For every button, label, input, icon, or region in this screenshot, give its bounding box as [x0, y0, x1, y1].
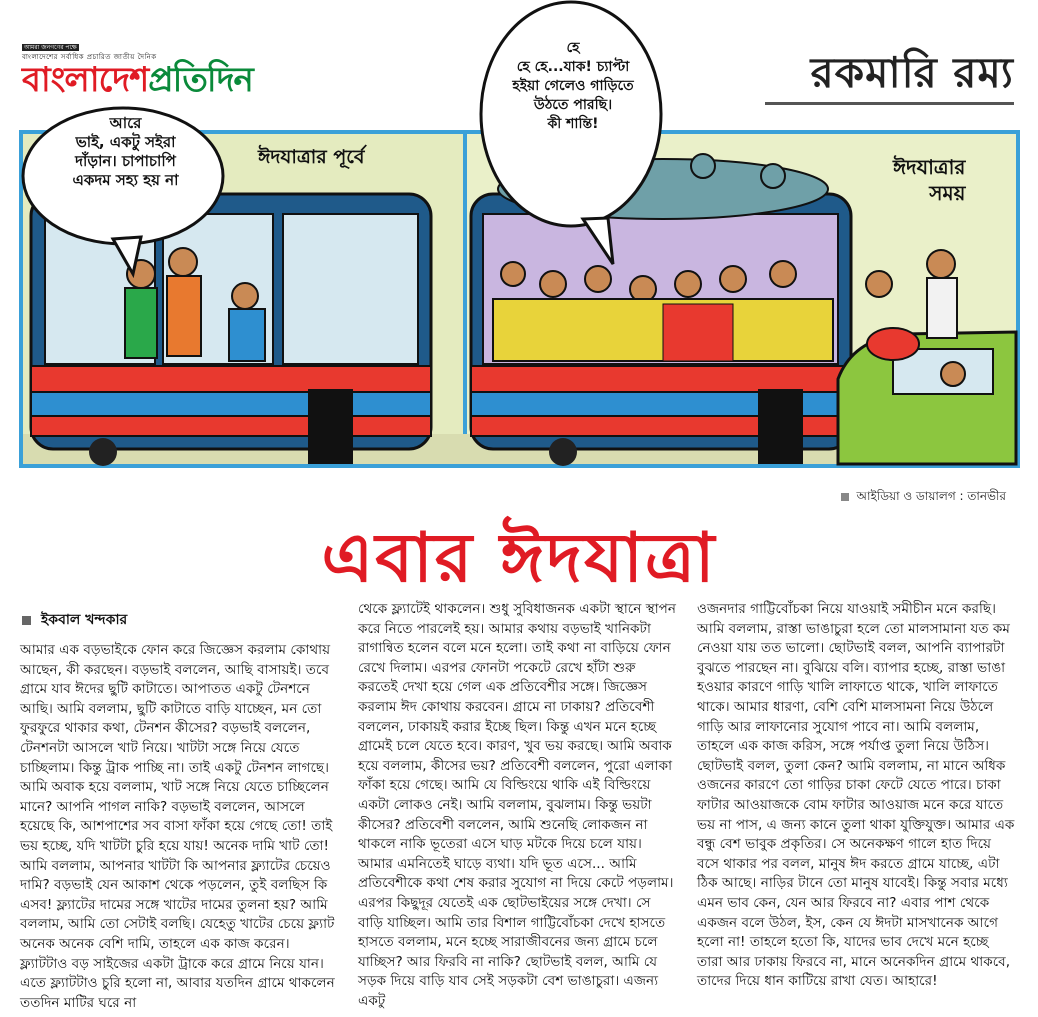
- article-headline: এবার ঈদযাত্রা: [321, 519, 717, 598]
- bubble2-line: উঠতে পারছি।: [533, 97, 613, 113]
- bubble2-line: হইয়া গেলেও গাড়িতে: [512, 78, 634, 94]
- bubble2-line: কী শান্তি!: [547, 116, 599, 132]
- bubble1-line: আরে: [109, 114, 142, 132]
- bubble2-line: হে হে...যাক! চ্যাপ্টা: [516, 59, 630, 75]
- column-text: আমার এক বড়ভাইকে ফোন করে জিজ্ঞেস করলাম কোথায় আছেন, কী করছেন। বড়ভাই বললেন, আছি বাসায়ই। তবে গ্রামে যাব ঈদের ছুটি কাটাতে। আপাতত একটু টেনশনে আছি। আমি বললাম, ছুটি কাটাতে বাড়ি যাচ্ছেন, মন তো ফুরফুরে থাকার কথা, টেনশন কীসের? বড়ভাই বললেন, টেনশনটা আসলে খাট নিয়ে। খাটটা সঙ্গে নিয়ে যেতে চাচ্ছিলাম। কিন্তু ট্রাক পাচ্ছি না। তাই একটু টেনশন লাগছে। আমি অবাক হয়ে বললাম, খাট সঙ্গে নিয়ে যেতে চাচ্ছিলেন মানে? আপনি পাগল নাকি? বড়ভাই বললেন, আসলে হয়েছে কি, আশপাশের সব বাসা ফাঁকা হয়ে গেছে তো! তাই ভয় হচ্ছে, যদি খাটটা চুরি হয়ে যায়! অনেক দামি খাট তো! আমি বললাম, আপনার খাটটা কি আপনার ফ্ল্যাটের চেয়েও দামি? বড়ভাই যেন আকাশ থেকে পড়লেন, তুই বলছিস কি এসব! ফ্ল্যাটের দামের সঙ্গে খাটের দামের তুলনা হয়? আমি বললাম, আমি তো সেটাই বলছি। যেহেতু খাটের চেয়ে ফ্ল্যাট অনেক অনেক বেশি দামি, তাহলে এক কাজ করেন। ফ্ল্যাটটাও বড় সাইজের একটা ট্রাকে করে গ্রামে নিয়ে যান। এতে ফ্ল্যাটটাও চুরি হলো না, আবার যতদিন গ্রামে থাকলেন ততদিন মাটির ঘরে না: [20, 642, 335, 1011]
- article-column-2: [358, 600, 676, 1011]
- article-column-1: [20, 641, 338, 1013]
- column-text: থেকে ফ্ল্যাটেই থাকলেন। শুধু সুবিধাজনক একটা স্থানে স্থাপন করে নিতে পারলেই হয়। আমার কথায় বড়ভাই খানিকটা রাগান্বিত হলেন বলে মনে হলো। তাই কথা না বাড়িয়ে ফোন রেখে দিলাম। এরপর ফোনটা পকেটে রেখে হাঁটা শুরু করতেই দেখা হয়ে গেল এক প্রতিবেশীর সঙ্গে। জিজ্ঞেস করলাম ঈদ কোথায় করবেন। গ্রামে না ঢাকায়? প্রতিবেশী বললেন, ঢাকায়ই করার ইচ্ছে ছিল। কিন্তু এখন মনে হচ্ছে গ্রামেই চলে যেতে হবে। কারণ, খুব ভয় করছে। আমি অবাক হয়ে বললাম, কীসের ভয়? প্রতিবেশী বললেন, পুরো এলাকা ফাঁকা হয়ে গেছে। আমি যে বিল্ডিংয়ে থাকি এই বিল্ডিংয়ে একটা লোকও নেই। আমি বললাম, বুঝলাম। কিন্তু ভয়টা কীসের? প্রতিবেশী বললেন, আমি শুনেছি লোকজন না থাকলে নাকি ভূতেরা এসে ঘাড় মটকে দিয়ে চলে যায়। আমার এমনিতেই ঘাড়ে ব্যথা। যদি ভূত এসে... আমি প্রতিবেশীকে কথা শেষ করার সুযোগ না দিয়ে কেটে পড়লাম। এরপর কিছুদূর যেতেই এক ছোটভাইয়ের সঙ্গে দেখা। সে বাড়ি যাচ্ছিল। আমি তার বিশাল গাট্টিবোঁচকা দেখে হাসতে হাসতে বললাম, মনে হচ্ছে সারাজীবনের জন্য গ্রামে চলে যাচ্ছিস? আর ফিরবি না নাকি? ছোটভাই বলল, আমি যে সড়ক দিয়ে বাড়ি যাব সেই সড়কটা বেশ ভাঙাচুরা। এজন্য একটু: [358, 601, 676, 1009]
- section-title: রকমারি রম্য: [810, 48, 1014, 97]
- panel2-caption: [893, 154, 965, 206]
- section-rule: [765, 102, 1014, 105]
- logo-part-protidin: প্রতিদিন: [148, 60, 253, 100]
- bubble-1-text: [43, 114, 208, 190]
- credit-text: আইডিয়া ও ডায়ালগ : তানভীর: [856, 489, 1006, 503]
- column-text: ওজনদার গাট্টিবোঁচকা নিয়ে যাওয়াই সমীচীন মনে করছি। আমি বললাম, রাস্তা ভাঙাচুরা হলে তো মালসামানা যত কম নেওয়া যায় তত ভালো। ছোটভাই বলল, আপনি ব্যাপারটা বুঝতে পারছেন না। বুঝিয়ে বলি। ব্যাপার হচ্ছে, রাস্তা ভাঙা হওয়ার কারণে গাড়ি খালি লাফাতে থাকে, খালি লাফাতে থাকে। আমার ধারণা, বেশি বেশি মালসামনা নিয়ে উঠলে গাড়ি আর লাফানোর সুযোগ পাবে না। আমি বললাম, তাহলে এক কাজ করিস, সঙ্গে পর্যাপ্ত তুলা নিয়ে উঠিস। ছোটভাই বলল, তুলা কেন? আমি বললাম, না মানে অধিক ওজনের কারণে তো গাড়ির চাকা ফেটে যেতে পারে। চাকা ফাটার আওয়াজকে বোম ফাটার আওয়াজ মনে করে যাতে ভয় না পাস, এ জন্য কানে তুলা থাকা যুক্তিযুক্ত। আমার এক বন্ধু বেশ ভাবুক প্রকৃতির। সে অনেকক্ষণ গালে হাত দিয়ে বসে থাকার পর বলল, মানুষ ঈদ করতে গ্রামে যাচ্ছে, এটা ঠিক আছে। নাড়ির টানে তো মানুষ যাবেই। কিন্তু সবার মধ্যে এমন ভাব কেন, যেন আর ফিরবে না? এবার পাশ থেকে একজন বলে উঠল, ইস, কেন যে ঈদটা মাসখানেক আগে হলো না! তাহলে হতো কি, যাদের ভাব দেখে মনে হচ্ছে তারা আর ঢাকায় ফিরবে না, মানে অনেকদিন গ্রামে থাকবে, তাদের দিয়ে ধান কাটিয়ে রাখা যেত। আহারে!: [697, 601, 1015, 990]
- green-car: [838, 332, 1016, 464]
- panel2-caption-line: সময়: [929, 181, 966, 205]
- newspaper-masthead: [22, 34, 312, 100]
- panel2-caption-line: ঈদযাত্রার: [893, 155, 966, 179]
- author-byline: [22, 608, 127, 632]
- author-name: ইকবাল খন্দকার: [41, 612, 128, 628]
- logo-part-bangladesh: বাংলাদেশ: [22, 60, 149, 100]
- bubble1-line: দাঁড়ান। চাপাচাপি: [75, 152, 176, 170]
- article-column-3: [697, 600, 1015, 992]
- bubble-2-text: [488, 39, 658, 134]
- bubble1-line: ভাই, একটু সইরা: [75, 133, 176, 151]
- newspaper-logo[interactable]: [22, 61, 312, 99]
- bullet-square-icon: [22, 616, 31, 625]
- masthead-tagline: আমরা জনগণের পক্ষে: [24, 44, 77, 51]
- bubble1-line: একদম সহ্য হয় না: [72, 171, 179, 189]
- bubble2-line: হে: [566, 40, 580, 56]
- masthead-subtitle: বাংলাদেশের সর্বাধিক প্রচারিত জাতীয় দৈনিক: [22, 53, 157, 61]
- panel1-caption: ঈদযাত্রার পূর্বে: [258, 146, 365, 168]
- bullet-square-icon: [841, 493, 849, 501]
